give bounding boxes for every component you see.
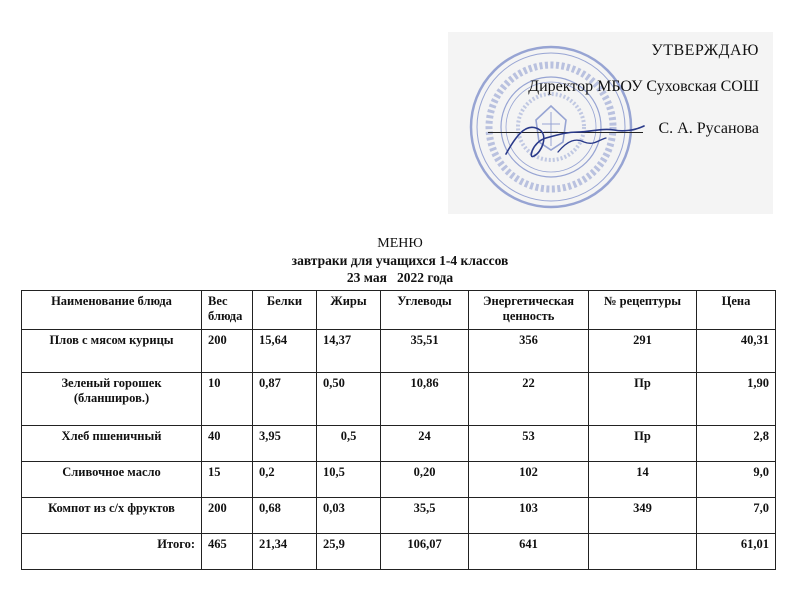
dish-price: 1,90 (697, 373, 776, 426)
dish-weight: 10 (202, 373, 253, 426)
dish-fat: 0,03 (317, 498, 381, 534)
dish-price: 40,31 (697, 330, 776, 373)
menu-date-year: 2022 года (396, 270, 454, 285)
total-carbs: 106,07 (381, 534, 469, 570)
dish-protein: 0,68 (253, 498, 317, 534)
dish-weight: 200 (202, 498, 253, 534)
menu-date-day: 23 мая (346, 270, 387, 285)
col-header-energy: Энергетическая ценность (469, 291, 589, 330)
total-protein: 21,34 (253, 534, 317, 570)
col-header-fat: Жиры (317, 291, 381, 330)
dish-energy: 102 (469, 462, 589, 498)
handwritten-signature-icon (498, 102, 648, 172)
dish-protein: 3,95 (253, 426, 317, 462)
dish-weight: 200 (202, 330, 253, 373)
table-row (22, 498, 776, 534)
dish-name: Хлеб пшеничный (22, 426, 202, 462)
dish-energy: 356 (469, 330, 589, 373)
dish-protein: 0,87 (253, 373, 317, 426)
total-price: 61,01 (697, 534, 776, 570)
director-position: Директор МБОУ Суховская СОШ (528, 78, 759, 95)
dish-name: Сливочное масло (22, 462, 202, 498)
director-name: С. А. Русанова (658, 120, 759, 137)
dish-name: Плов с мясом курицы (22, 330, 202, 373)
dish-carbs: 0,20 (381, 462, 469, 498)
table-row (22, 426, 776, 462)
dish-recipe: Пр (589, 373, 697, 426)
col-header-weight: Вес блюда (202, 291, 253, 330)
dish-carbs: 35,5 (381, 498, 469, 534)
dish-recipe: Пр (589, 426, 697, 462)
dish-carbs: 24 (381, 426, 469, 462)
total-weight: 465 (202, 534, 253, 570)
dish-fat: 14,37 (317, 330, 381, 373)
dish-price: 2,8 (697, 426, 776, 462)
table-row (22, 373, 776, 426)
col-header-protein: Белки (253, 291, 317, 330)
col-header-price: Цена (697, 291, 776, 330)
total-fat: 25,9 (317, 534, 381, 570)
menu-table (21, 290, 776, 570)
dish-energy: 53 (469, 426, 589, 462)
total-recipe (589, 534, 697, 570)
dish-recipe: 14 (589, 462, 697, 498)
dish-fat: 0,5 (317, 426, 381, 462)
dish-energy: 22 (469, 373, 589, 426)
dish-carbs: 10,86 (381, 373, 469, 426)
dish-recipe: 291 (589, 330, 697, 373)
dish-protein: 0,2 (253, 462, 317, 498)
dish-recipe: 349 (589, 498, 697, 534)
dish-weight: 40 (202, 426, 253, 462)
approval-block (448, 32, 773, 214)
dish-energy: 103 (469, 498, 589, 534)
table-header-row (22, 291, 776, 330)
total-energy: 641 (469, 534, 589, 570)
menu-date (0, 270, 800, 286)
dish-protein: 15,64 (253, 330, 317, 373)
total-label: Итого: (22, 534, 202, 570)
menu-subtitle: завтраки для учащихся 1-4 классов (291, 253, 509, 268)
table-row (22, 462, 776, 498)
dish-name: Зеленый горошек (бланширов.) (22, 373, 202, 426)
dish-carbs: 35,51 (381, 330, 469, 373)
col-header-dish: Наименование блюда (22, 291, 202, 330)
col-header-recipe: № рецептуры (589, 291, 697, 330)
table-row (22, 330, 776, 373)
dish-price: 9,0 (697, 462, 776, 498)
table-total-row (22, 534, 776, 570)
dish-fat: 0,50 (317, 373, 381, 426)
dish-weight: 15 (202, 462, 253, 498)
dish-fat: 10,5 (317, 462, 381, 498)
approval-title: УТВЕРЖДАЮ (651, 42, 759, 59)
menu-title: МЕНЮ (377, 236, 423, 251)
dish-price: 7,0 (697, 498, 776, 534)
dish-name: Компот из с/х фруктов (22, 498, 202, 534)
col-header-carbs: Углеводы (381, 291, 469, 330)
